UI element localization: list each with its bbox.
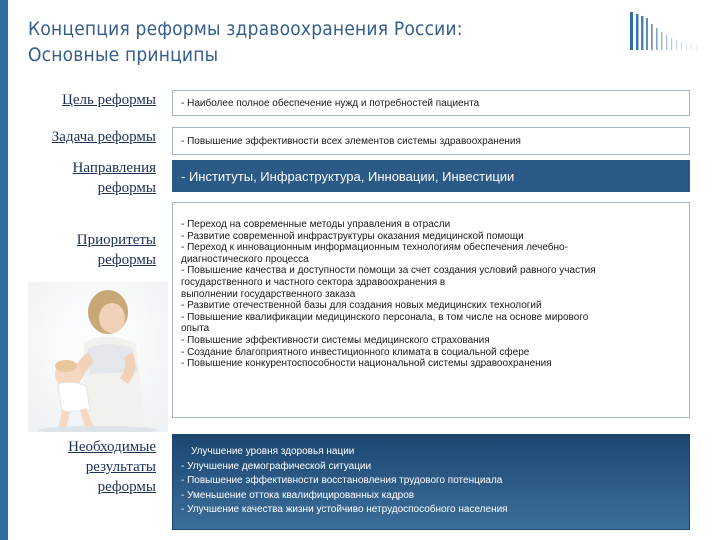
result-item: Улучшение уровня здоровья нации xyxy=(191,446,355,457)
directions-label-line-2: реформы xyxy=(97,180,156,196)
priority-item: - Переход к инновационным информационным технологиям обеспечения лечебно- xyxy=(181,242,568,254)
priorities-label-line-1: Приоритеты xyxy=(76,232,156,248)
task-label: Задача реформы xyxy=(51,129,156,145)
result-item: - Улучшение демографической ситуации xyxy=(181,460,372,472)
results-label xyxy=(20,437,156,497)
priority-item: государственного и частного сектора здравоохранения в xyxy=(181,276,446,288)
priority-item: - Повышение эффективности системы медицинского страхования xyxy=(181,334,490,346)
task-box xyxy=(172,127,690,155)
goal-box xyxy=(172,90,690,116)
directions-box xyxy=(172,160,690,192)
result-item: - Уменьшение оттока квалифицированных кадров xyxy=(181,489,415,501)
goal-label: Цель реформы xyxy=(62,92,156,108)
task-text: - Повышение эффективности всех элементов системы здравоохранения xyxy=(181,136,521,147)
results-label-line-3: реформы xyxy=(97,479,156,495)
result-item: - Повышение эффективности восстановления трудового потенциала xyxy=(181,475,503,486)
priority-item: - Создание благоприятного инвестиционного климата в социальной сфере xyxy=(181,346,530,358)
goal-text: - Наиболее полное обеспечение нужд и потребностей пациента xyxy=(181,98,480,109)
directions-label-line-1: Направления xyxy=(72,160,156,176)
results-label-line-2: результаты xyxy=(85,459,156,475)
priority-item: - Переход на современные методы управления в отрасли xyxy=(181,219,451,230)
directions-text: - Институты, Инфраструктура, Инновации, Инвестиции xyxy=(181,169,515,184)
results-box xyxy=(172,434,690,530)
results-label-line-1: Необходимые xyxy=(68,439,156,455)
priorities-box xyxy=(172,202,690,418)
priorities-label xyxy=(20,230,156,270)
priority-item: - Повышение конкурентоспособности национальной системы здравоохранения xyxy=(181,358,552,370)
directions-label xyxy=(20,158,156,198)
logo-bars-icon xyxy=(628,12,708,50)
priority-item: - Развитие отечественной базы для создания новых медицинских технологий xyxy=(181,300,542,312)
priority-item: - Развитие современной инфраструктуры оказания медицинской помощи xyxy=(181,230,524,242)
priority-item: опыта xyxy=(181,323,210,335)
title-line-1: Концепция реформы здравоохранения России: xyxy=(28,18,463,40)
left-accent-bar xyxy=(0,0,8,540)
priorities-label-line-2: реформы xyxy=(97,252,156,268)
mother-baby-photo xyxy=(28,282,168,432)
priority-item: - Повышение качества и доступности помощи за счет создания условий равного участия xyxy=(181,265,596,277)
priority-item: диагностического процесса xyxy=(181,253,309,265)
title-line-2: Основные принципы xyxy=(28,44,219,66)
page-title xyxy=(28,16,628,68)
result-item: - Улучшение качества жизни устойчиво нетрудоспособного населения xyxy=(181,504,508,515)
priority-item: выполнении государственного заказа xyxy=(181,288,356,300)
priority-item: - Повышение квалификации медицинского персонала, в том числе на основе мирового xyxy=(181,311,589,323)
